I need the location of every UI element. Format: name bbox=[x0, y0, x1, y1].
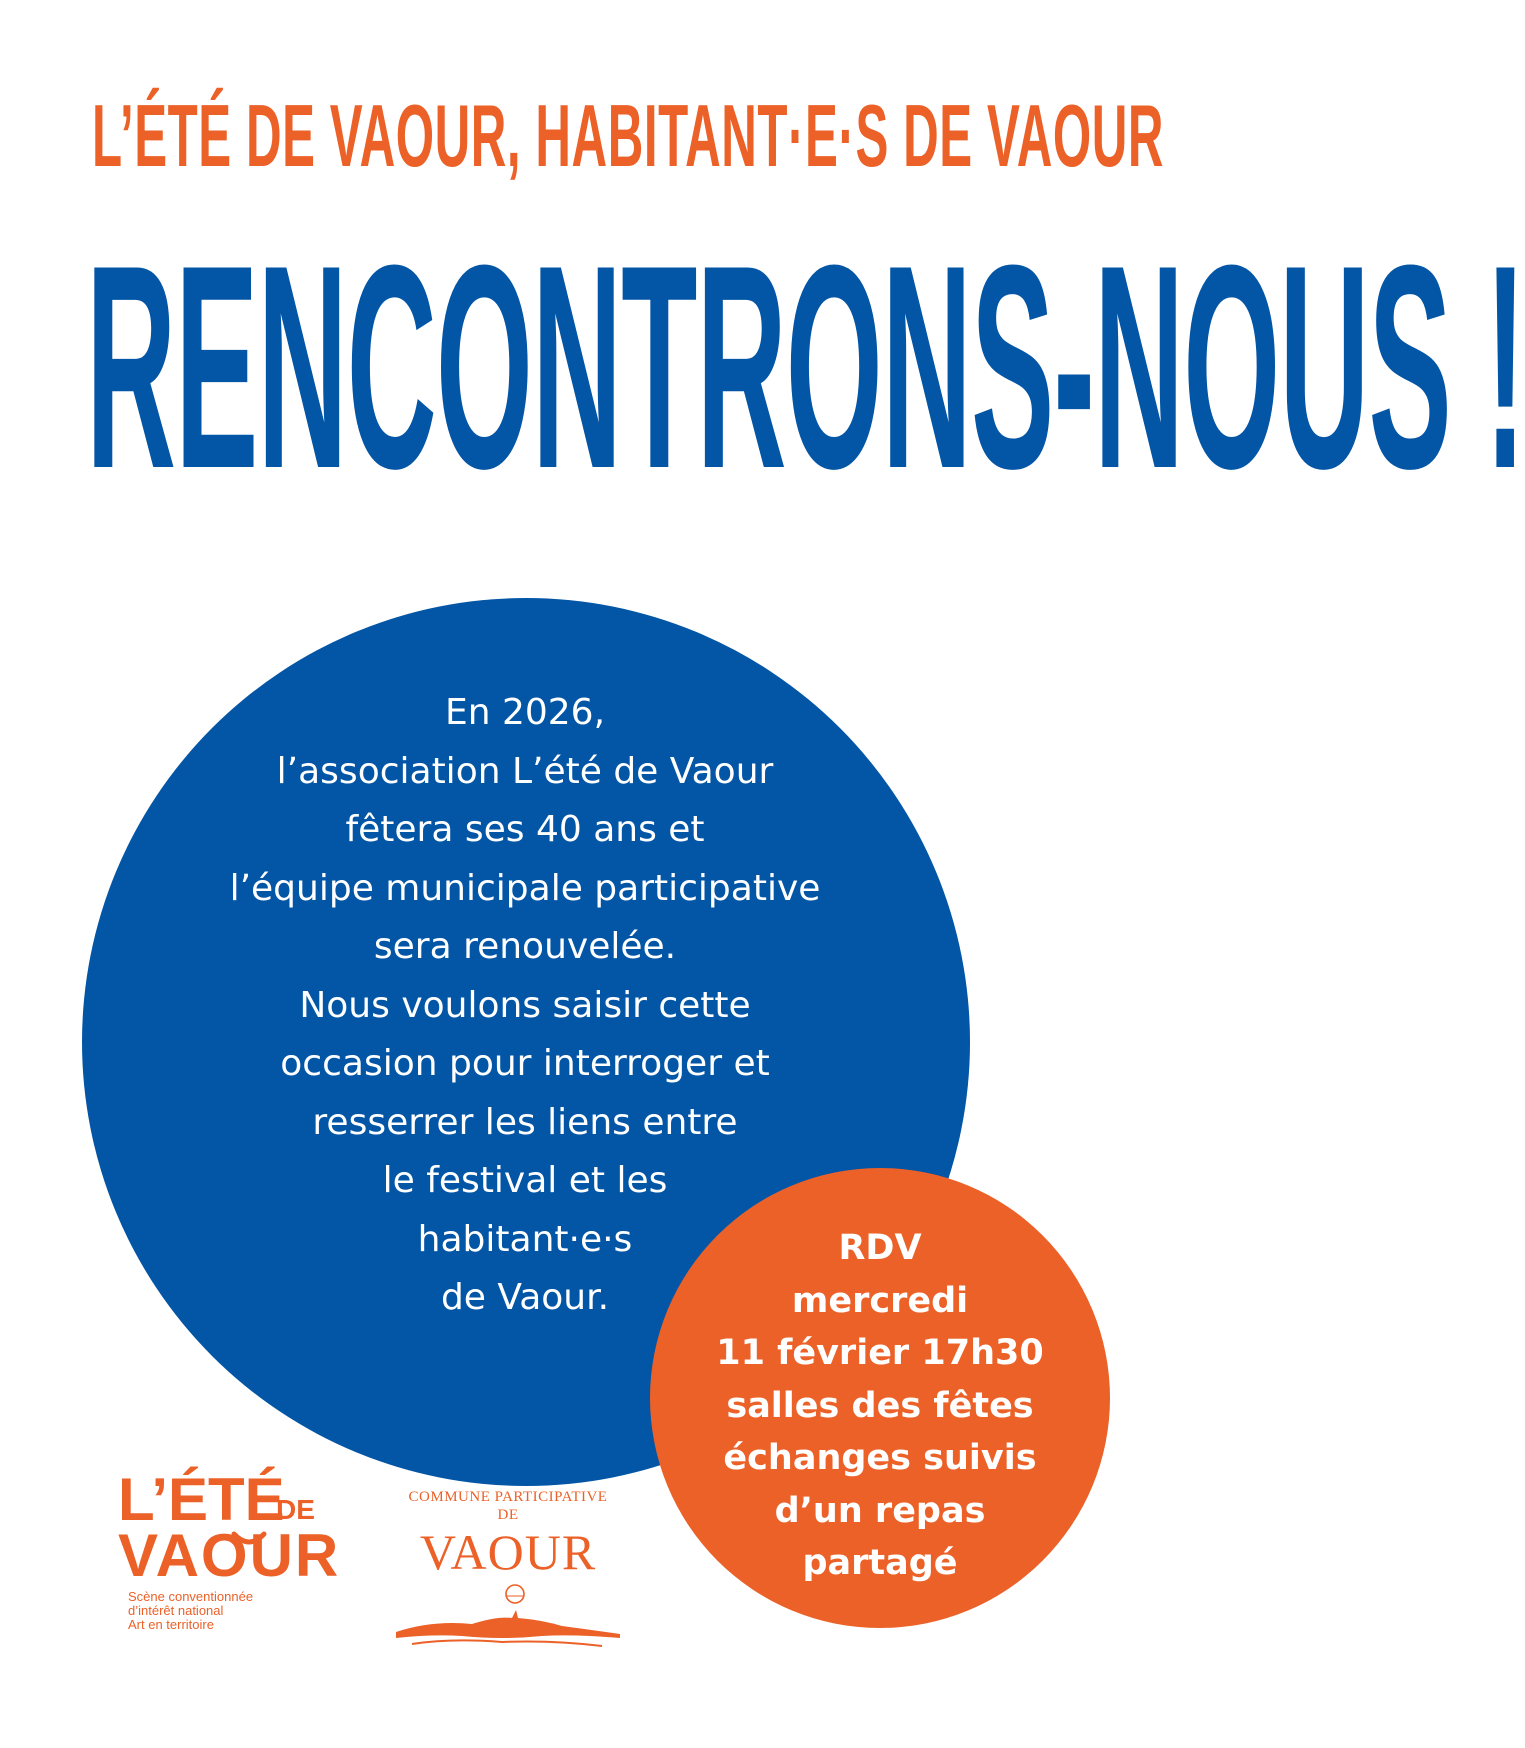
logo-tagline-3: Art en territoire bbox=[128, 1617, 214, 1632]
logo-tagline-1: Scène conventionnée bbox=[128, 1589, 254, 1604]
logo-vaour-word: VAOUR bbox=[118, 1522, 341, 1589]
logo-ete-de: DE bbox=[276, 1494, 315, 1525]
rdv-line: d’un repas bbox=[774, 1490, 986, 1531]
logo-commune-vaour bbox=[392, 1488, 624, 1648]
rdv-line: échanges suivis bbox=[723, 1438, 1037, 1478]
rdv-line: salles des fêtes bbox=[726, 1385, 1034, 1426]
commune-line-2: DE bbox=[497, 1507, 519, 1523]
rdv-line: mercredi bbox=[791, 1280, 969, 1321]
commune-line-1: COMMUNE PARTICIPATIVE bbox=[408, 1489, 608, 1505]
headline-line-1: L’ÉTÉ DE VAOUR, HABITANT·E·S DE VAOUR bbox=[92, 86, 1165, 185]
intro-line: habitant·e·s bbox=[417, 1218, 633, 1260]
commune-town: VAOUR bbox=[419, 1524, 597, 1580]
rdv-line: 11 février 17h30 bbox=[716, 1333, 1044, 1373]
logo-tagline-2: d’intérêt national bbox=[128, 1603, 224, 1618]
logo-smile-icon bbox=[232, 1532, 266, 1548]
intro-line: En 2026, bbox=[444, 692, 606, 733]
rdv-text bbox=[650, 1222, 1110, 1590]
intro-line: l’équipe municipale participative bbox=[229, 867, 821, 909]
rdv-line: partagé bbox=[802, 1543, 958, 1583]
intro-line: occasion pour interroger et bbox=[280, 1043, 770, 1084]
logo-ete-de-vaour bbox=[118, 1466, 358, 1640]
intro-line: Nous voulons saisir cette bbox=[299, 984, 751, 1026]
village-landscape-icon bbox=[392, 1580, 624, 1650]
rdv-line: RDV bbox=[838, 1228, 922, 1268]
intro-line: le festival et les bbox=[382, 1160, 668, 1201]
intro-line: l’association L’été de Vaour bbox=[276, 750, 774, 792]
intro-line: de Vaour. bbox=[440, 1277, 610, 1318]
intro-line: resserrer les liens entre bbox=[312, 1101, 738, 1143]
logo-ete-word: L’ÉTÉ bbox=[118, 1466, 285, 1533]
intro-line: fêtera ses 40 ans et bbox=[345, 809, 705, 850]
headline-line-2: RENCONTRONS-NOUS ! bbox=[86, 205, 1525, 529]
intro-line: sera renouvelée. bbox=[373, 926, 677, 967]
